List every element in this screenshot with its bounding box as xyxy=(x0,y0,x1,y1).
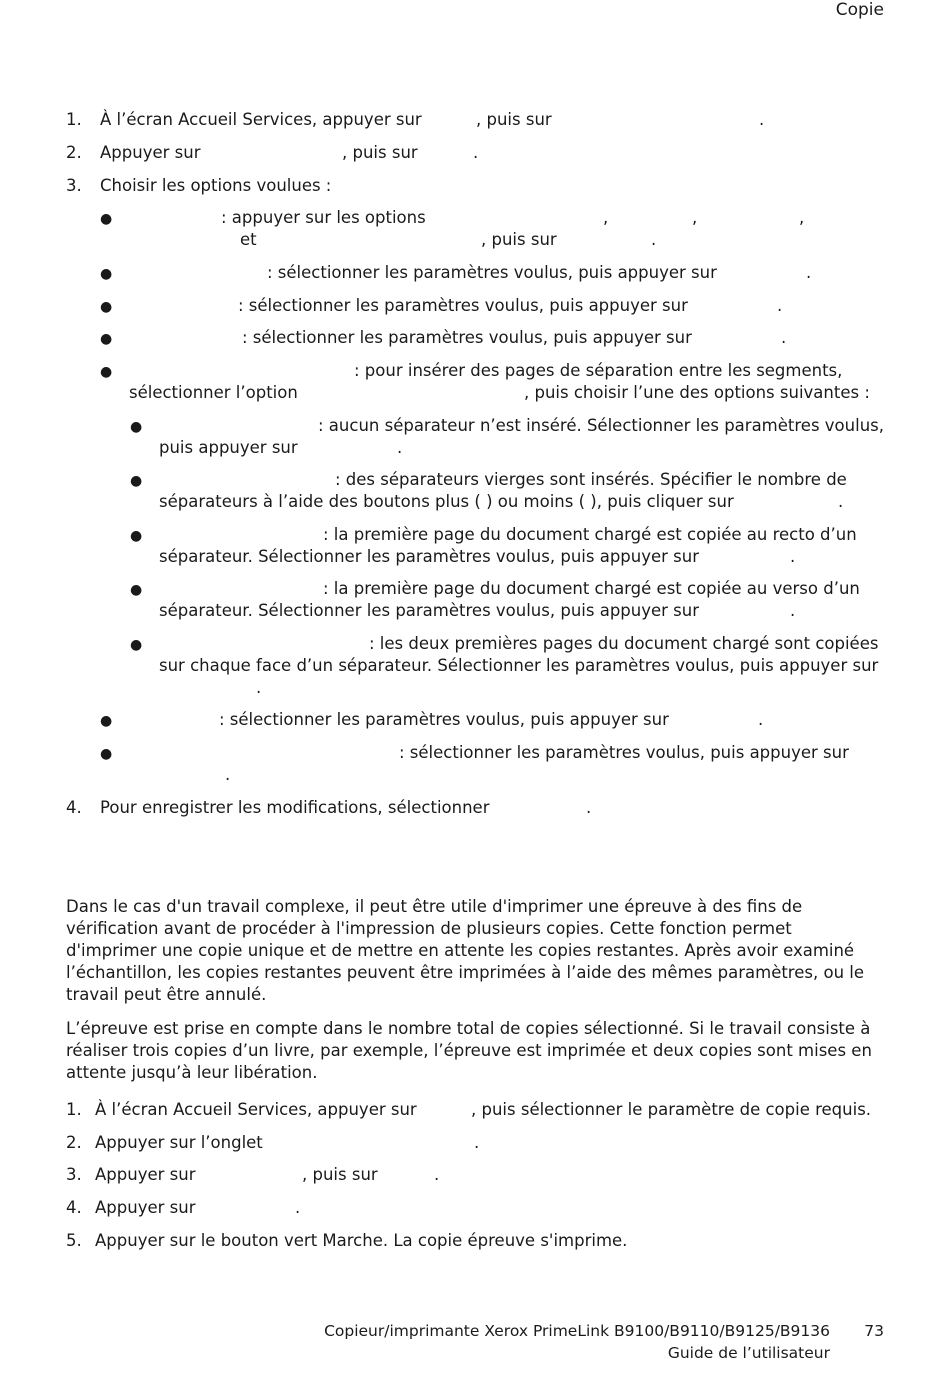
bullet-text: : pour insérer des pages de séparation entre les segments, xyxy=(354,361,843,380)
sub-bullet-text: séparateur. Sélectionner les paramètres voulus, puis appuyer sur xyxy=(159,601,700,620)
sub-bullet-icon: ● xyxy=(130,637,143,653)
step-text: , puis sélectionner le paramètre de copie requis. xyxy=(471,1100,872,1119)
bullet-text: : appuyer sur les options xyxy=(221,208,426,227)
step-number: 2. xyxy=(66,1133,82,1152)
bullet-text: sélectionner l’option xyxy=(129,383,298,402)
bullet-text: : sélectionner les paramètres voulus, puis appuyer sur xyxy=(242,328,692,347)
bullet-text: : sélectionner les paramètres voulus, puis appuyer sur xyxy=(399,743,849,762)
step-number: 5. xyxy=(66,1231,82,1250)
paragraph-intro xyxy=(66,896,886,1006)
bullet-icon: ● xyxy=(100,211,113,227)
step-text: . xyxy=(586,798,592,817)
step-text: Appuyer sur xyxy=(95,1198,196,1217)
step-text: , puis sur xyxy=(476,110,552,129)
bullet-icon: ● xyxy=(100,266,113,282)
bullet-text: , xyxy=(799,208,805,227)
sub-bullet-text: . xyxy=(790,547,796,566)
step-text: Appuyer sur le bouton vert Marche. La copie épreuve s'imprime. xyxy=(95,1231,628,1250)
bullet-icon: ● xyxy=(100,331,113,347)
bullet-text: . xyxy=(781,328,787,347)
sub-bullet-text: : aucun séparateur n’est inséré. Sélectionner les paramètres voulus, xyxy=(318,416,884,435)
bullet-text: : sélectionner les paramètres voulus, puis appuyer sur xyxy=(267,263,717,282)
bullet-text: , puis choisir l’une des options suivantes : xyxy=(524,383,870,402)
bullet-text: , xyxy=(603,208,609,227)
bullet-text: . xyxy=(651,230,657,249)
sub-bullet-text: puis appuyer sur xyxy=(159,438,298,457)
sub-bullet-icon: ● xyxy=(130,473,143,489)
bullet-text: : sélectionner les paramètres voulus, puis appuyer sur xyxy=(238,296,688,315)
paragraph-line: attente jusqu’à leur libération. xyxy=(66,1063,318,1082)
step-number: 4. xyxy=(66,1198,82,1217)
sub-bullet-icon: ● xyxy=(130,419,143,435)
step-text: Pour enregistrer les modifications, sélectionner xyxy=(100,798,490,817)
bullet-text: , puis sur xyxy=(481,230,557,249)
step-text: . xyxy=(295,1198,301,1217)
sub-bullet-text: : les deux premières pages du document chargé sont copiées xyxy=(369,634,879,653)
bullet-icon: ● xyxy=(100,364,113,380)
paragraph-line: réaliser trois copies d’un livre, par exemple, l’épreuve est imprimée et deux copies sont mises en xyxy=(66,1041,872,1060)
sub-bullet-text: séparateur. Sélectionner les paramètres voulus, puis appuyer sur xyxy=(159,547,700,566)
sub-bullet-icon: ● xyxy=(130,582,143,598)
step-text: . xyxy=(473,143,479,162)
bullet-text: : sélectionner les paramètres voulus, puis appuyer sur xyxy=(219,710,669,729)
step-number: 1. xyxy=(66,1100,82,1119)
paragraph-line: l’échantillon, les copies restantes peuvent être imprimées à l’aide des mêmes paramètres, ou le xyxy=(66,963,865,982)
step-text: Appuyer sur xyxy=(95,1165,196,1184)
sub-bullet-text: : des séparateurs vierges sont insérés. Spécifier le nombre de xyxy=(335,470,847,489)
paragraph-line: travail peut être annulé. xyxy=(66,985,267,1004)
step-number: 2. xyxy=(66,143,82,162)
step-text: Appuyer sur l’onglet xyxy=(95,1133,263,1152)
sub-bullet-text: . xyxy=(256,678,262,697)
step-text: , puis sur xyxy=(342,143,418,162)
bullet-icon: ● xyxy=(100,713,113,729)
step-number: 1. xyxy=(66,110,82,129)
step-number: 3. xyxy=(66,1165,82,1184)
sub-bullet-text: . xyxy=(397,438,403,457)
page-number: 73 xyxy=(864,1322,884,1340)
bullet-text: . xyxy=(806,263,812,282)
paragraph-line: vérification avant de procéder à l'impression de plusieurs copies. Cette fonction permet xyxy=(66,919,792,938)
sub-bullet-text: : la première page du document chargé est copiée au verso d’un xyxy=(323,579,860,598)
step-text: . xyxy=(434,1165,440,1184)
sub-bullet-text: : la première page du document chargé est copiée au recto d’un xyxy=(323,525,857,544)
paragraph-proof xyxy=(66,1018,886,1084)
bullet-text: . xyxy=(225,765,231,784)
sub-bullet-text: . xyxy=(838,492,844,511)
step-number: 4. xyxy=(66,798,82,817)
bullet-text: . xyxy=(758,710,764,729)
step-text: . xyxy=(759,110,765,129)
sub-bullet-text: sur chaque face d’un séparateur. Sélectionner les paramètres voulus, puis appuyer sur xyxy=(159,656,879,675)
step-text: . xyxy=(474,1133,480,1152)
paragraph-line: L’épreuve est prise en compte dans le nombre total de copies sélectionné. Si le travail consiste à xyxy=(66,1019,871,1038)
step-text: Choisir les options voulues : xyxy=(100,176,332,195)
section-header: Copie xyxy=(835,0,884,20)
bullet-text: et xyxy=(240,230,257,249)
step-number: 3. xyxy=(66,176,82,195)
step-text: À l’écran Accueil Services, appuyer sur xyxy=(100,110,422,129)
step-text: À l’écran Accueil Services, appuyer sur xyxy=(95,1100,417,1119)
bullet-icon: ● xyxy=(100,746,113,762)
paragraph-line: Dans le cas d'un travail complexe, il peut être utile d'imprimer une épreuve à des fins de xyxy=(66,897,803,916)
bullet-text: , xyxy=(692,208,698,227)
footer-title: Copieur/imprimante Xerox PrimeLink B9100/B9110/B9125/B9136 xyxy=(324,1322,830,1340)
paragraph-line: d'imprimer une copie unique et de mettre en attente les copies restantes. Après avoir examiné xyxy=(66,941,855,960)
sub-bullet-text: . xyxy=(790,601,796,620)
step-text: , puis sur xyxy=(302,1165,378,1184)
footer-subtitle: Guide de l’utilisateur xyxy=(667,1344,830,1362)
step-text: Appuyer sur xyxy=(100,143,201,162)
bullet-text: . xyxy=(777,296,783,315)
bullet-icon: ● xyxy=(100,299,113,315)
sub-bullet-text: séparateurs à l’aide des boutons plus ( ) ou moins ( ), puis cliquer sur xyxy=(159,492,734,511)
sub-bullet-icon: ● xyxy=(130,528,143,544)
